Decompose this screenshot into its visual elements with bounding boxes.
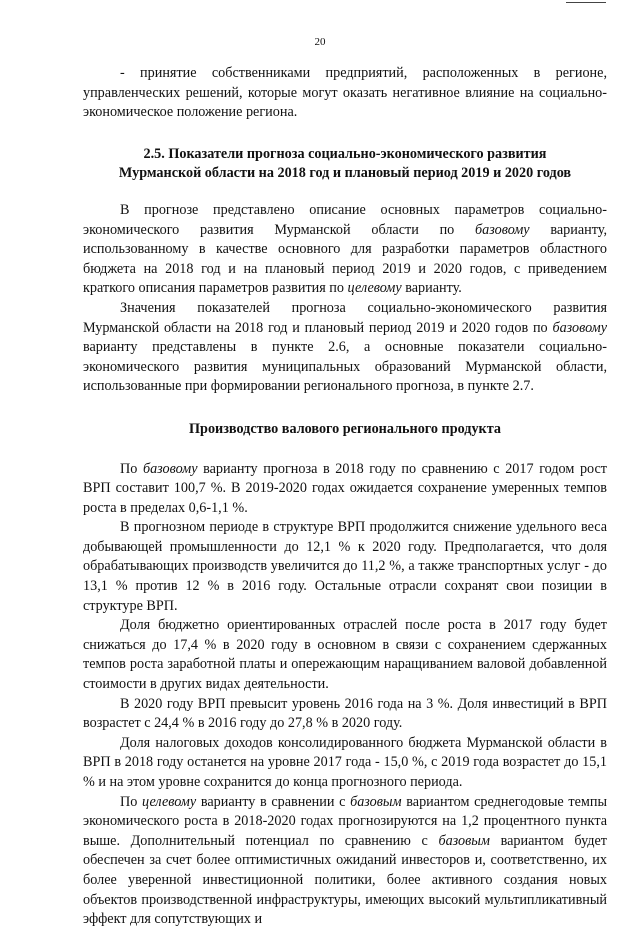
document-body bbox=[83, 64, 607, 930]
text-run: По bbox=[120, 460, 143, 477]
emphasis: базовым bbox=[350, 793, 402, 810]
text-run: варианту представлены в пункте 2.6, а основные показатели социально-экономического развития муниципальных образований Мурманской области, использованные при формировании регионального прогноза, в пункте 2.7. bbox=[83, 339, 607, 395]
subsection-paragraph-3: Доля бюджетно ориентированных отраслей после роста в 2017 году будет снижаться до 17,4 % в 2020 году в основном в связи с сохранением сдержанных темпов роста заработной платы и опережающим наращиванием валовой добавленной стоимости в других видах деятельности. bbox=[83, 617, 607, 693]
text-run: вариантом среднегодовые темпы экономического роста в 2018-2020 годах прогнозируются на 1,2 процентного пункта выше. Дополнительный потенциал по сравнению с bbox=[83, 793, 608, 849]
section-paragraph-1 bbox=[83, 201, 607, 299]
text-run: варианту, использованному в качестве основного для разработки параметров областного бюджета на 2018 год и на плановый период 2019 и 2020 годов, с приведением краткого описания параметров развития по bbox=[83, 221, 607, 297]
emphasis: базовым bbox=[438, 832, 490, 849]
subsection-paragraph-2: В прогнозном периоде в структуре ВРП продолжится снижение удельного веса добывающей промышленности до 12,1 % к 2020 году. Предполагается, что доля обрабатывающих производств увеличится до 11,2 %, а также транспортных услуг - до 13,1 % против 12 % в 2016 году. Остальные отрасли сохранят свои позиции в структуре ВРП. bbox=[83, 519, 607, 614]
subsection-paragraph-5: Доля налоговых доходов консолидированного бюджета Мурманской области в ВРП в 2018 году останется на уровне 2017 года - 15,0 %, с 2019 года возрастет до 15,1 % и на этом уровне сохранится до конца прогнозного периода. bbox=[83, 734, 607, 790]
text-run: варианту прогноза в 2018 году по сравнению с 2017 годом рост ВРП составит 100,7 %. В 2019-2020 годах ожидается сохранение умеренных темпов роста в пределах 0,6-1,1 %. bbox=[83, 460, 608, 516]
section-title-line1: 2.5. Показатели прогноза социально-экономического развития bbox=[143, 145, 547, 162]
text-run: Значения показателей прогноза социально-экономического развития Мурманской области на 2018 год и плановый период 2019 и 2020 годов по bbox=[83, 299, 607, 336]
text-run: В прогнозе представлено описание основных параметров социально-экономического развития Мурманской области по bbox=[83, 201, 607, 238]
emphasis: базовому bbox=[552, 319, 607, 336]
text-run: варианту. bbox=[401, 280, 462, 297]
text-run: По bbox=[120, 793, 143, 810]
intro-bullet: - принятие собственниками предприятий, расположенных в регионе, управленческих решений, которые могут оказать негативное влияние на социально-экономическое положение региона. bbox=[83, 65, 607, 121]
subsection-paragraph-1 bbox=[83, 460, 607, 519]
subsection-paragraph-4: В 2020 году ВРП превысит уровень 2016 года на 3 %. Доля инвестиций в ВРП возрастет с 24,4 % в 2016 году до 27,8 % в 2020 году. bbox=[83, 695, 607, 732]
subsection-paragraph-6 bbox=[83, 793, 607, 930]
section-title-line2: Мурманской области на 2018 год и плановый период 2019 и 2020 годов bbox=[118, 165, 572, 182]
emphasis: целевому bbox=[142, 793, 197, 810]
emphasis: базовому bbox=[142, 460, 198, 477]
text-run: вариантом будет обеспечен за счет более оптимистичных ожиданий инвесторов и, соответственно, их более уверенной инвестиционной политики, более активного создания новых объектов производственной инфраструктуры, имеющих высокий мультипликативный эффект для сопутствующих и bbox=[83, 832, 607, 928]
header-rule bbox=[566, 2, 606, 3]
section-paragraph-2 bbox=[83, 299, 607, 397]
subsection-title: Производство валового регионального продукта bbox=[189, 420, 501, 437]
emphasis: базовому bbox=[475, 221, 530, 238]
emphasis: целевому bbox=[347, 280, 402, 297]
text-run: варианту в сравнении с bbox=[196, 793, 351, 810]
page-number: 20 bbox=[314, 36, 326, 48]
section-title bbox=[83, 145, 607, 184]
